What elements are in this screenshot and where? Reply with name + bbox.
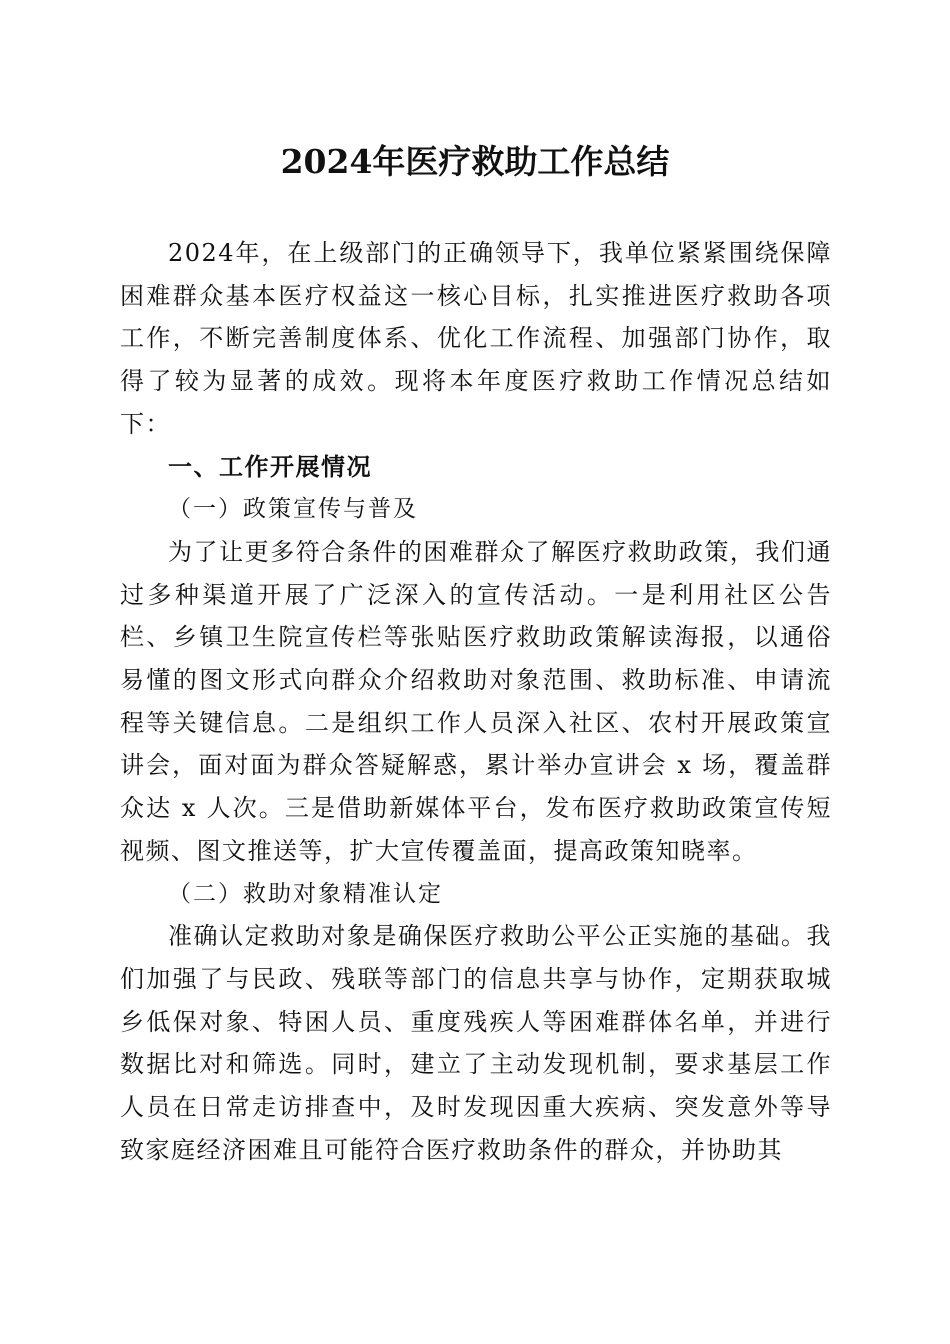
section-heading-work-progress: 一、工作开展情况 [168, 452, 372, 481]
policy-publicity-paragraph: 为了让更多符合条件的困难群众了解医疗救助政策，我们通过多种渠道开展了广泛深入的宣传活动。一是利用社区公告栏、乡镇卫生院宣传栏等张贴医疗救助政策解读海报，以通俗易懂的图文形式向群众介绍救助对象范围、救助标准、申请流程等关键信息。二是组织工作人员深入社区、农村开展政策宣讲会，面对面为群众答疑解惑，累计举办宣讲会 x 场，覆盖群众达 x 人次。三是借助新媒体平台，发布医疗救助政策宣传短视频、图文推送等，扩大宣传覆盖面，提高政策知晓率。 [120, 537, 832, 865]
subsection-heading-target-identification: （二）救助对象精准认定 [168, 880, 443, 907]
subsection-heading-policy-publicity: （一）政策宣传与普及 [168, 496, 418, 523]
target-identification-paragraph: 准确认定救助对象是确保医疗救助公平公正实施的基础。我们加强了与民政、残联等部门的信息共享与协作，定期获取城乡低保对象、特困人员、重度残疾人等困难群体名单，并进行数据比对和筛选。同时，建立了主动发现机制，要求基层工作人员在日常走访排查中，及时发现因重大疾病、突发意外等导致家庭经济困难且可能符合医疗救助条件的群众，并协助其 [120, 922, 832, 1164]
document-title: 2024年医疗救助工作总结 [280, 142, 670, 181]
document-body [120, 232, 832, 1171]
intro-paragraph: 2024年，在上级部门的正确领导下，我单位紧紧围绕保障困难群众基本医疗权益这一核心目标，扎实推进医疗救助各项工作，不断完善制度体系、优化工作流程、加强部门协作，取得了较为显著的成效。现将本年度医疗救助工作情况总结如下： [120, 239, 832, 438]
